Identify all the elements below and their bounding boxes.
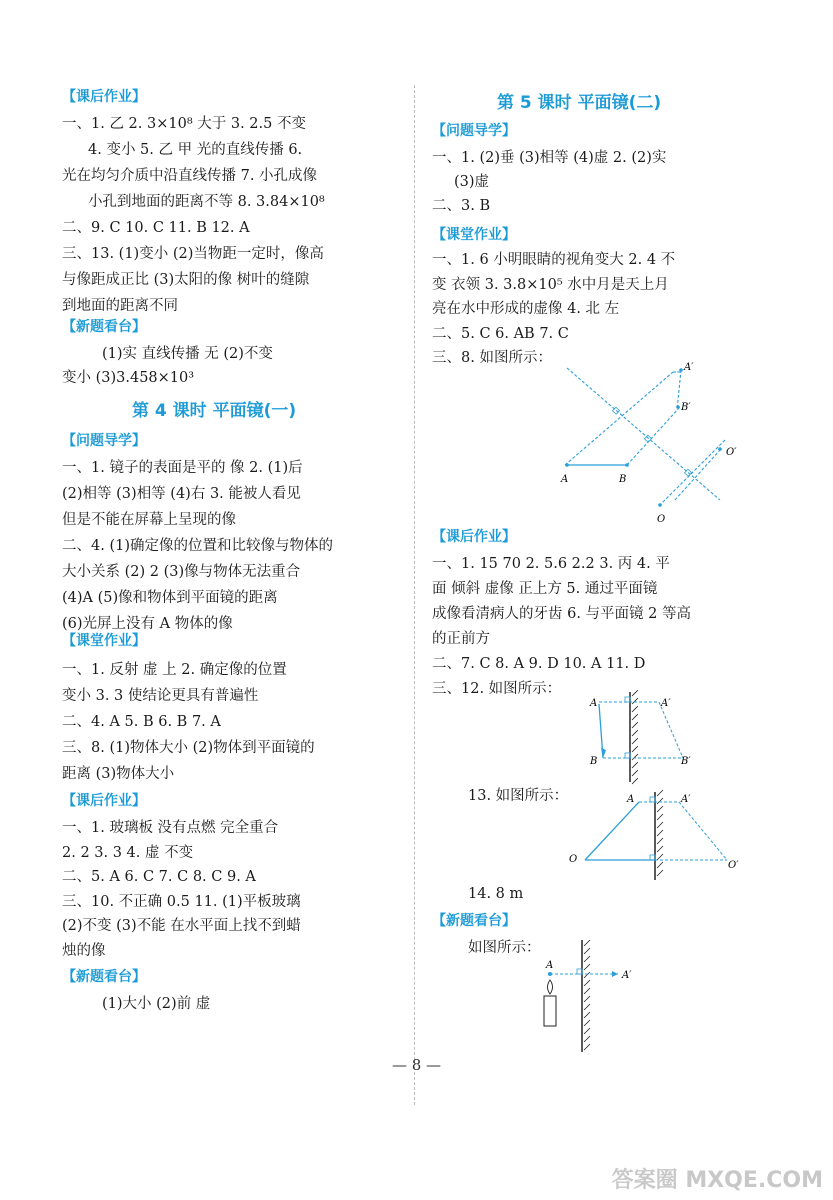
d13-label-O1: O′ [728, 860, 739, 871]
answer-line: 三、8. 如图所示： [432, 350, 552, 366]
answer-line: 到地面的距离不同 [62, 298, 178, 314]
answer-line: 变 衣领 3. 3.8×10⁵ 水中月是天上月 [432, 276, 669, 293]
answer-line: 距离 (3)物体大小 [62, 766, 175, 782]
d14-label-A: A [546, 960, 554, 971]
answer-line: (1)大小 (2)前 虚 [102, 996, 211, 1012]
d14-label-A1: A′ [622, 970, 632, 981]
section-header-guided-questions: 【问题导学】 [62, 433, 146, 449]
answer-line: 二、5. C 6. AB 7. C [432, 325, 569, 342]
diagram-q13 [565, 788, 755, 883]
section-header-new-questions-r: 【新题看台】 [432, 913, 516, 929]
d8-label-O: O [657, 514, 666, 525]
answer-line: 一、1. 玻璃板 没有点燃 完全重合 [62, 820, 279, 836]
d8-label-O1: O′ [726, 447, 737, 458]
d12-label-A1: A′ [661, 698, 671, 709]
diagram-candle [530, 940, 650, 1055]
diagram-q8 [555, 360, 755, 525]
answer-line: 与像距成正比 (3)太阳的像 树叶的缝隙 [62, 272, 310, 288]
lesson-5-title: 第 5 课时 平面镜(二) [497, 93, 662, 113]
section-header-homework-r: 【课后作业】 [432, 529, 516, 545]
d12-label-B1: B′ [681, 756, 691, 767]
d13-label-A: A [627, 794, 635, 805]
section-header-classwork: 【课堂作业】 [62, 633, 146, 649]
d8-label-A: A [561, 474, 569, 485]
answer-line: 2. 2 3. 3 4. 虚 不变 [62, 844, 194, 861]
new-questions-answer-r: 如图所示： [468, 940, 541, 956]
answer-line: 小孔到地面的距离不等 8. 3.84×10⁸ [88, 194, 325, 210]
page-number: — 8 — [391, 1056, 442, 1074]
column-divider [414, 85, 415, 1105]
answer-line: (2)相等 (3)相等 (4)右 3. 能被人看见 [62, 486, 301, 502]
answer-line: 一、1. 镜子的表面是平的 像 2. (1)后 [62, 460, 303, 476]
answer-line: 大小关系 (2) 2 (3)像与物体无法重合 [62, 564, 301, 580]
section-header-homework: 【课后作业】 [62, 89, 146, 105]
d8-label-B: B [619, 474, 627, 485]
d13-label-A1: A′ [681, 794, 691, 805]
answer-line: 一、1. 15 70 2. 5.6 2.2 3. 丙 4. 平 [432, 556, 670, 572]
answer-line: 亮在水中形成的虚像 4. 北 左 [432, 301, 620, 317]
answer-line: (2)不变 (3)不能 在水平面上找不到蜡 [62, 918, 301, 934]
answer-line: (4)A (5)像和物体到平面镜的距离 [62, 590, 278, 606]
answer-line: 三、10. 不正确 0.5 11. (1)平板玻璃 [62, 893, 301, 910]
section-header-new-questions-2: 【新题看台】 [62, 969, 146, 985]
answer-line: 4. 变小 5. 乙 甲 光的直线传播 6. [88, 142, 303, 158]
answer-line: 烛的像 [62, 942, 106, 959]
answer-line: 面 倾斜 虚像 正上方 5. 通过平面镜 [432, 581, 658, 597]
d13-label-O: O [569, 854, 578, 865]
page-number-value: 8 [411, 1056, 422, 1074]
answer-line: (3)虚 [454, 174, 490, 190]
answer-line: 的正前方 [432, 631, 490, 647]
answer-line: 二、4. A 5. B 6. B 7. A [62, 714, 221, 730]
diagram-q12 [585, 690, 695, 786]
answer-line: 一、1. 6 小明眼睛的视角变大 2. 4 不 [432, 252, 676, 268]
answer-line: 变小 3. 3 使结论更具有普遍性 [62, 688, 259, 704]
answer-line: 三、8. (1)物体大小 (2)物体到平面镜的 [62, 740, 315, 756]
section-header-new-questions: 【新题看台】 [62, 319, 146, 335]
answer-line: 二、4. (1)确定像的位置和比较像与物体的 [62, 538, 333, 554]
lesson-4-title: 第 4 课时 平面镜(一) [132, 401, 297, 421]
answer-line: 三、13. (1)变小 (2)当物距一定时，像高 [62, 246, 324, 262]
d12-label-B: B [590, 756, 598, 767]
watermark: 答案圈 MXQE.COM [611, 1168, 823, 1193]
q13-label: 13. 如图所示： [468, 788, 569, 804]
answer-line: 二、5. A 6. C 7. C 8. C 9. A [62, 869, 256, 885]
d12-label-A: A [590, 698, 598, 709]
answer-line: 三、12. 如图所示： [432, 681, 562, 697]
answer-line: 二、9. C 10. C 11. B 12. A [62, 220, 250, 236]
d8-label-B1: B′ [681, 402, 691, 413]
answer-line: (6)光屏上没有 A 物体的像 [62, 616, 233, 632]
section-header-guided-questions-r: 【问题导学】 [432, 123, 516, 139]
answer-line: (1)实 直线传播 无 (2)不变 [102, 346, 273, 362]
answer-line: 但是不能在屏幕上呈现的像 [62, 512, 236, 528]
answer-line: 二、7. C 8. A 9. D 10. A 11. D [432, 656, 646, 672]
answer-line: 二、3. B [432, 198, 491, 214]
section-header-homework-2: 【课后作业】 [62, 793, 146, 809]
answer-line: 一、1. 乙 2. 3×10⁸ 大于 3. 2.5 不变 [62, 116, 306, 132]
answer-line: 一、1. 反射 虚 上 2. 确定像的位置 [62, 662, 287, 678]
answer-line: 光在均匀介质中沿直线传播 7. 小孔成像 [62, 168, 318, 184]
q14-answer: 14. 8 m [468, 886, 524, 902]
answer-line: 一、1. (2)垂 (3)相等 (4)虚 2. (2)实 [432, 150, 667, 166]
answer-line: 成像看清病人的牙齿 6. 与平面镜 2 等高 [432, 606, 691, 622]
section-header-classwork-r: 【课堂作业】 [432, 227, 516, 243]
answer-line: 变小 (3)3.458×10³ [62, 370, 195, 386]
d8-label-A1: A′ [684, 362, 694, 373]
